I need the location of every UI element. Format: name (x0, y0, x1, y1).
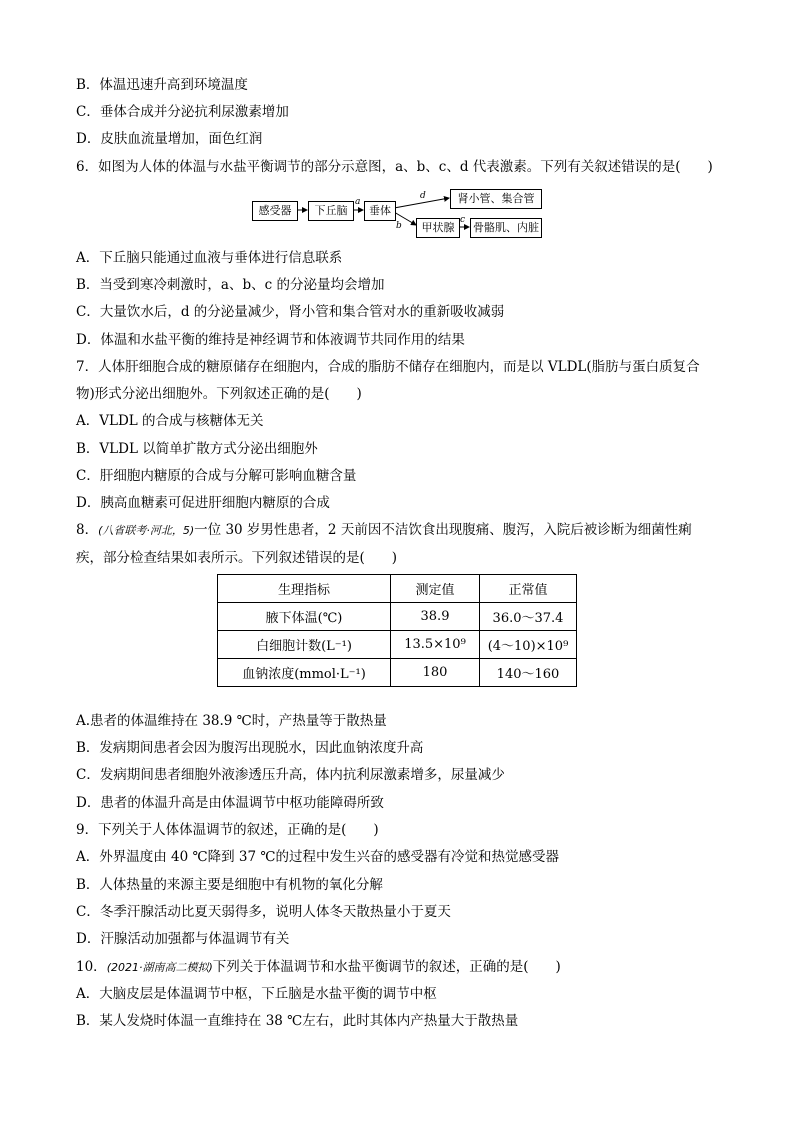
q8-option-a: A.患者的体温维持在 38.9 ℃时，产热量等于散热量 (76, 713, 387, 729)
q10-number: 10． (76, 959, 107, 975)
box-hypothalamus: 下丘脑 (308, 201, 354, 221)
q10-stem-text: 下列关于体温调节和水盐平衡调节的叙述，正确的是( ) (212, 959, 561, 975)
table-cell: 140～160 (480, 659, 577, 687)
q8-number: 8． (76, 522, 99, 538)
q8-stem-line2: 疾，部分检查结果如表所示。下列叙述错误的是( ) (76, 550, 398, 566)
q8-source: (八省联考·河北，5) (98, 524, 195, 537)
box-muscle-liver: 骨骼肌、内脏 (470, 218, 542, 238)
q5-option-d: D．皮肤血流量增加，面色红润 (76, 131, 263, 147)
q6-option-c: C．大量饮水后，d 的分泌量减少，肾小管和集合管对水的重新吸收减弱 (76, 304, 505, 320)
q7-option-c: C．肝细胞内糖原的合成与分解可影响血糖含量 (76, 468, 357, 484)
q8-stem-line1 (76, 520, 692, 541)
lab-results-table (217, 574, 577, 687)
q9-option-a: A．外界温度由 40 ℃降到 37 ℃的过程中发生兴奋的感受器有冷觉和热觉感受器 (76, 849, 559, 865)
q8-stem-text: 一位 30 岁男性患者，2 天前因不洁饮食出现腹痛、腹泻，入院后被诊断为细菌性痢 (194, 522, 692, 538)
label-c: c (460, 215, 466, 225)
regulation-diagram (250, 193, 550, 237)
label-d: d (420, 191, 426, 201)
q7-stem-line2: 物)形式分泌出细胞外。下列叙述正确的是( ) (76, 386, 362, 402)
table-cell: 180 (391, 659, 480, 687)
q7-option-d: D．胰高血糖素可促进肝细胞内糖原的合成 (76, 495, 330, 511)
q7-stem-line1: 7．人体肝细胞合成的糖原储存在细胞内，合成的脂肪不储存在细胞内，而是以 VLDL(脂肪与蛋白质复合 (76, 359, 700, 375)
q7-option-a: A．VLDL 的合成与核糖体无关 (76, 413, 264, 429)
label-a: a (355, 197, 361, 207)
table-cell: 腋下体温(℃) (218, 603, 391, 631)
box-receptor: 感受器 (252, 201, 298, 221)
q5-option-c: C．垂体合成并分泌抗利尿激素增加 (76, 104, 289, 120)
table-row (218, 631, 577, 659)
table-row (218, 603, 577, 631)
table-header: 正常值 (480, 575, 577, 603)
q5-option-b: B．体温迅速升高到环境温度 (76, 77, 248, 93)
q10-stem (76, 957, 561, 978)
q8-option-c: C．发病期间患者细胞外液渗透压升高，体内抗利尿激素增多，尿量减少 (76, 767, 505, 783)
q6-stem: 6．如图为人体的体温与水盐平衡调节的部分示意图，a、b、c、d 代表激素。下列有关叙述错误的是( ) (76, 159, 713, 175)
table-cell: 13.5×10⁹ (391, 631, 480, 659)
box-thyroid: 甲状腺 (416, 218, 460, 238)
table-cell: 血钠浓度(mmol·L⁻¹) (218, 659, 391, 687)
table-header: 测定值 (391, 575, 480, 603)
q10-option-a: A．大脑皮层是体温调节中枢，下丘脑是水盐平衡的调节中枢 (76, 986, 437, 1002)
table-cell: 38.9 (391, 603, 480, 631)
table-row (218, 659, 577, 687)
table-cell: 白细胞计数(L⁻¹) (218, 631, 391, 659)
table-cell: 36.0～37.4 (480, 603, 577, 631)
q6-option-d: D．体温和水盐平衡的维持是神经调节和体液调节共同作用的结果 (76, 332, 465, 348)
q9-option-b: B．人体热量的来源主要是细胞中有机物的氧化分解 (76, 877, 383, 893)
box-pituitary: 垂体 (364, 201, 396, 221)
q9-stem: 9．下列关于人体体温调节的叙述，正确的是( ) (76, 822, 379, 838)
q8-option-d: D．患者的体温升高是由体温调节中枢功能障碍所致 (76, 795, 384, 811)
label-b: b (396, 221, 402, 231)
q8-option-b: B．发病期间患者会因为腹泻出现脱水，因此血钠浓度升高 (76, 740, 424, 756)
q9-option-c: C．冬季汗腺活动比夏天弱得多，说明人体冬天散热量小于夏天 (76, 904, 451, 920)
q9-option-d: D．汗腺活动加强都与体温调节有关 (76, 931, 290, 947)
q10-option-b: B．某人发烧时体温一直维持在 38 ℃左右，此时其体内产热量大于散热量 (76, 1013, 519, 1029)
table-header: 生理指标 (218, 575, 391, 603)
table-cell: (4～10)×10⁹ (480, 631, 577, 659)
q6-option-b: B．当受到寒冷刺激时，a、b、c 的分泌量均会增加 (76, 277, 385, 293)
q6-option-a: A．下丘脑只能通过血液与垂体进行信息联系 (76, 250, 343, 266)
table-header-row (218, 575, 577, 603)
q10-source: (2021·湖南高二模拟) (106, 961, 213, 974)
q7-option-b: B．VLDL 以简单扩散方式分泌出细胞外 (76, 441, 318, 457)
box-kidney: 肾小管、集合管 (450, 189, 542, 209)
